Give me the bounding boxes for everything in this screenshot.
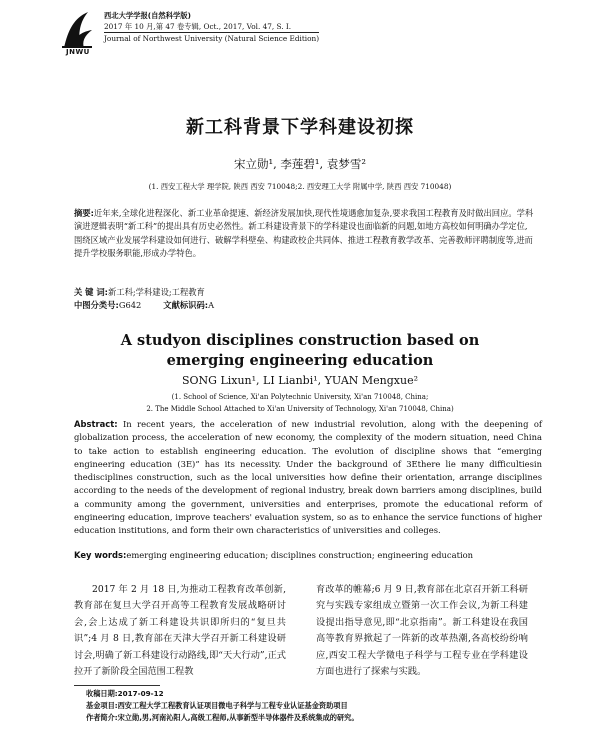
journal-name-en: Journal of Northwest University (Natural Science Edition) bbox=[104, 34, 320, 43]
abstract-cn bbox=[74, 207, 534, 261]
doc-code-label: 文献标识码: bbox=[163, 300, 209, 310]
affiliation-en bbox=[0, 391, 600, 415]
issue-line: 2017 年 10 月,第 47 卷专辑, Oct., 2017, Vol. 47, S. I. bbox=[104, 22, 292, 31]
paper-title-cn: 新工科背景下学科建设初探 bbox=[186, 117, 414, 138]
affiliation-cn: (1. 西安工程大学 理学院, 陕西 西安 710048;2. 西安理工大学 附属中学, 陕西 西安 710048) bbox=[148, 182, 452, 191]
abstract-cn-text: 近年来,全球化进程深化、新工业革命提速、新经济发展加快,现代性境遇愈加复杂,要求我国工程教育及时做出回应。学科演进逻辑表明“新工科”的提出具有历史必然性。新工科建设背景下的学科建设也面临新的问题,如地方高校如何明确办学定位,围绕区域产业发展学科建设如何进行、破解学科壁垒、构建政校企共同体、推进工程教育教学改革、完善教师评聘制度等,进而提升学校服务职能,形成办学特色。 bbox=[74, 208, 534, 259]
journal-header bbox=[104, 10, 319, 44]
footnote-author: 作者简介:宋立勋,男,河南沁阳人,高级工程师,从事新型半导体器件及系统集成的研究。 bbox=[86, 713, 359, 722]
abstract-en bbox=[74, 418, 542, 538]
doc-code-value: A bbox=[208, 300, 215, 310]
abstract-cn-label: 摘要: bbox=[74, 208, 94, 218]
footnotes bbox=[86, 688, 359, 724]
keywords-cn-text: 新工科;学科建设;工程教育 bbox=[108, 287, 205, 297]
abstract-en-text: In recent years, the acceleration of new industrial revolution, along with the deepening of globalization process, the acceleration of new economy, the complexity of the modern situation, need China to take action to establish engineering education. The evolution of discipline shows that “emerging engineering education (3E)” has its necessity. Under the background of 3Ethere lie many difficultiesin thedisciplines construction, such as the local universities how define their orientation, arrange disciplines according to the needs of the development of regional industry, break down barriers among disciplines, build a community among the government, universities and enterprises, promote the educational reform of engineering education, improve teachers' evaluation system, so as to enhance the service functions of higher education institutions, and form their own characteristics of universities and colleges. bbox=[74, 419, 542, 536]
paper-title-en bbox=[60, 331, 540, 371]
affiliation-en-2: 2. The Middle School Attached to Xi'an University of Technology, Xi'an 710048, China) bbox=[146, 405, 454, 413]
keywords-en-text: emerging engineering education; disciplines construction; engineering education bbox=[126, 550, 474, 560]
authors-en: SONG Lixun¹, LI Lianbi¹, YUAN Mengxue² bbox=[181, 374, 418, 387]
footnote-rule bbox=[74, 685, 160, 686]
footnote-received: 收稿日期:2017-09-12 bbox=[86, 689, 164, 698]
classification-line bbox=[74, 299, 534, 311]
keywords-cn bbox=[74, 286, 534, 298]
clc-value: G642 bbox=[118, 300, 142, 310]
journal-name-cn: 西北大学学报(自然科学版) bbox=[104, 11, 191, 20]
authors-cn: 宋立勋¹, 李莲碧¹, 袁梦雪² bbox=[234, 157, 366, 171]
affiliation-en-1: (1. School of Science, Xi'an Polytechnic University, Xi'an 710048, China; bbox=[171, 393, 429, 401]
paper-title-en-line2: emerging engineering education bbox=[166, 352, 434, 369]
journal-logo-text: JNWU bbox=[66, 48, 90, 56]
keywords-en bbox=[74, 550, 542, 560]
body-column-left: 2017 年 2 月 18 日,为推动工程教育改革创新,教育部在复旦大学召开高等工程教育发展战略研讨会,会上达成了新工科建设共识即所归的“复旦共识”;4 月 8 日,教育部在天津大学召开新工科建设研讨会,明确了新工科建设行动路线,即“天大行动”,正式拉开了新阶段全国范围工程教 bbox=[74, 584, 286, 678]
clc-label: 中图分类号: bbox=[74, 300, 119, 310]
paper-title-en-line1: A studyon disciplines construction based on bbox=[120, 332, 480, 349]
footnote-fund: 基金项目:西安工程大学工程教育认证项目微电子科学与工程专业认证基金资助项目 bbox=[86, 701, 348, 710]
keywords-en-label: Key words: bbox=[74, 550, 127, 560]
keywords-cn-label: 关 键 词: bbox=[74, 287, 108, 297]
body-column-right: 育改革的帷幕;6 月 9 日,教育部在北京召开新工科研究与实践专家组成立暨第一次工作会议,为新工科建设提出指导意见,即“北京指南”。新工科建设在我国高等教育界掀起了一阵新的改革热潮,各高校纷纷响应,西安工程大学微电子科学与工程专业在学科建设方面也进行了探索与实践。 bbox=[316, 584, 528, 678]
abstract-en-label: Abstract: bbox=[74, 419, 118, 429]
